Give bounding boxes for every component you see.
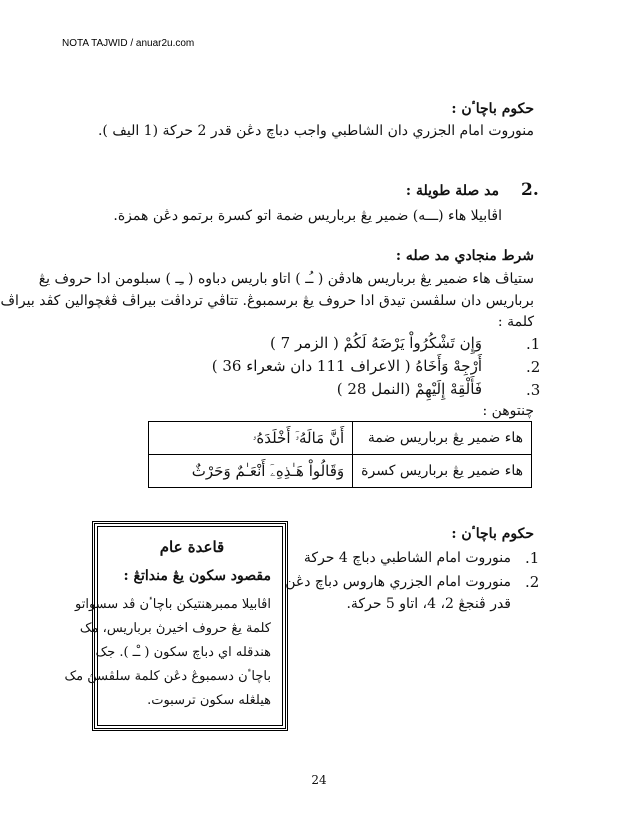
kaedah-title: قاعدة عام <box>159 538 225 556</box>
example-table <box>148 421 532 488</box>
example-text: وَإِن تَشْكُرُواْ يَرْضَهُ لَكُمْ ( الزمر 7 ) <box>270 334 482 352</box>
table-cell-label: هاء ضمير يڠ برباريس ضمة <box>353 422 532 455</box>
syarat-title: شرط منجادي مد صله : <box>395 248 534 264</box>
syarat-line-1: ستياڤ هاء ضمير يڠ برباريس هادڤن ( ـُـ ) اتاو باريس دباوه ( ـِـ ) سبلومن ادا حروف يڠ <box>38 271 534 287</box>
kaedah-line: باچاٴن دسمبوڠ دڠن کلمة سلڤسڽ مک <box>64 669 271 684</box>
section-title-mad-silah-tawilah: مد صلة طويلة : <box>405 183 499 199</box>
kaedah-line: اڤابيلا ممبرهنتيکن باچاٴن ڤد سسواتو <box>75 597 271 612</box>
example-number: .3 <box>526 381 541 399</box>
syarat-line-3: کلمة : <box>497 314 534 330</box>
section-number-2: 2. <box>521 180 539 200</box>
table-cell-example: أَنَّ مَالَهُۥٓ أَخْلَدَهُۥ <box>149 422 353 455</box>
kaedah-line: هيلڠله سکون ترسبوت. <box>147 693 271 708</box>
table-cell-example: وَقَالُواْ هَـٰذِهِۦٓ أَنْعَـٰمٌ وَحَرْثٌ <box>149 455 353 488</box>
hukum-title-1: حکوم باچاٴن : <box>451 101 534 117</box>
kaedah-line: هندقله اي دباچ سکون ( ـْـ ). جک <box>95 645 271 660</box>
kaedah-line: کلمة يڠ حروف اخيرڽ برباريس، مک <box>79 621 271 636</box>
kaedah-box <box>64 521 288 731</box>
page-number: 24 <box>311 773 327 787</box>
kaedah-box-inner <box>64 526 283 726</box>
section-definition-line: اڤابيلا هاء (ـــه) ضمير يڠ برباريس ضمة اتو کسرة برتمو دڠن همزة. <box>113 208 502 224</box>
hukum-item-text: منوروت امام الجزري هاروس دباچ دڠن <box>285 574 511 590</box>
syarat-line-2: برباريس دان سلڤسن تيدق ادا حروف يڠ برسمبوڠ. تتاڤي ترداڤت بيراڤ ڤڠچوالين کڤد بيراڤ <box>0 293 534 309</box>
hukum-item-text: منوروت امام الشاطبي دباچ 4 حرکة <box>303 550 511 566</box>
hukum-item-number: .2 <box>525 573 540 591</box>
hukum-title-2: حکوم باچاٴن : <box>451 526 534 542</box>
kaedah-subtitle: مقصود سکون يڠ منداتڠ : <box>123 568 271 584</box>
document-header: NOTA TAJWID / anuar2u.com <box>62 38 195 49</box>
table-row <box>149 422 532 455</box>
hukum-line-1: منوروت امام الجزري دان الشاطبي واجب دباچ دڠن قدر 2 حرکة (1 اليف ). <box>97 123 534 139</box>
hukum-item-text-continued: قدر ڤنجڠ 2، 4، اتاو 5 حرکة. <box>346 596 511 612</box>
table-cell-label: هاء ضمير يڠ برباريس کسرة <box>353 455 532 488</box>
example-number: .1 <box>526 335 541 353</box>
example-number: .2 <box>526 358 541 376</box>
example-text: أَرْجِهْ وَأَخَاهُ ( الاعراف 111 دان شعراء 36 ) <box>211 357 482 375</box>
contoh-label: چنتوهن : <box>482 403 534 419</box>
table-row <box>149 455 532 488</box>
hukum-item-number: .1 <box>525 549 540 567</box>
example-text: فَأَلْقِهْ إِلَيْهِمْ (النمل 28 ) <box>336 380 482 398</box>
